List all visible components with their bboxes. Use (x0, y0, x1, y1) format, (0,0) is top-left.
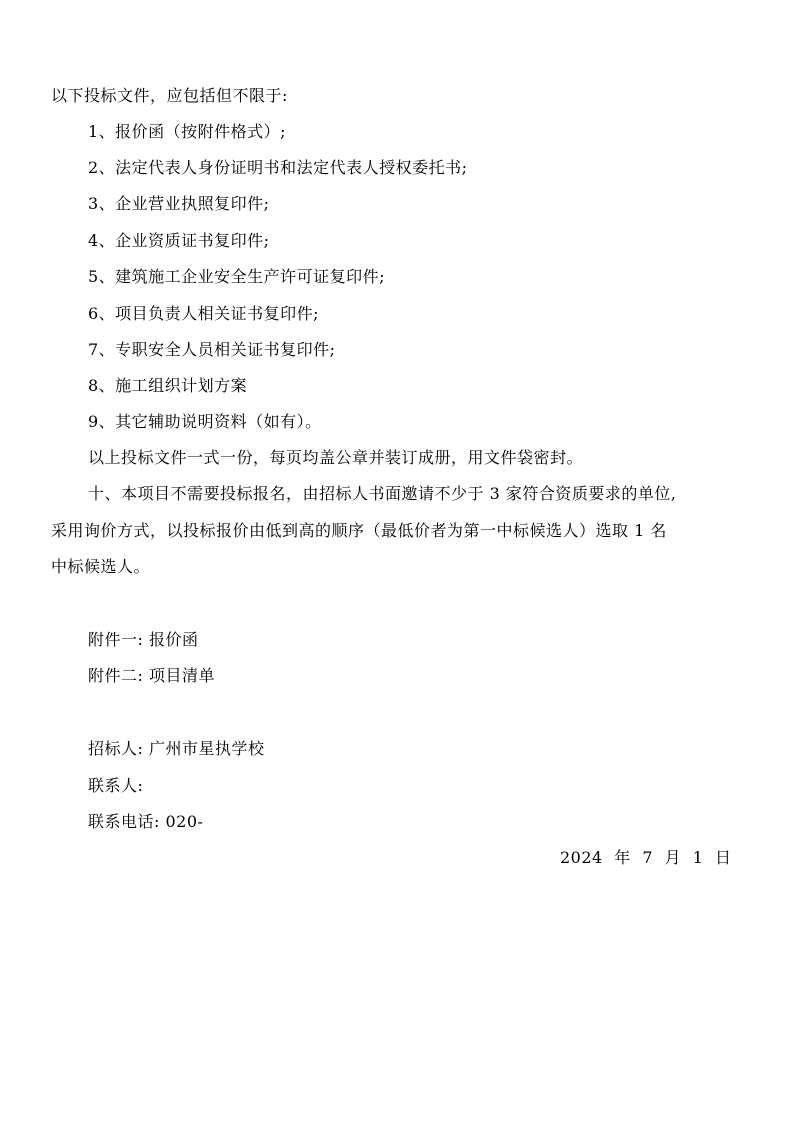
list-item: 8、施工组织计划方案 (88, 376, 248, 395)
list-item: 5、建筑施工企业安全生产许可证复印件; (88, 267, 386, 286)
list-item: 9、其它辅助说明资料（如有）。 (88, 412, 322, 431)
contact-person: 联系人: (88, 776, 144, 795)
seal-note: 以上投标文件一式一份，每页均盖公章并装订成册，用文件袋密封。 (88, 448, 584, 467)
section-10-line-1: 十、本项目不需要投标报名，由招标人书面邀请不少于 3 家符合资质要求的单位, (88, 484, 677, 503)
list-item: 2、法定代表人身份证明书和法定代表人授权委托书; (88, 158, 468, 177)
contact-phone: 联系电话: 020- (88, 812, 204, 831)
list-item: 1、报价函（按附件格式）; (88, 122, 287, 141)
list-item: 6、项目负责人相关证书复印件; (88, 304, 320, 323)
list-item: 7、专职安全人员相关证书复印件; (88, 340, 336, 359)
list-item: 4、企业资质证书复印件; (88, 231, 270, 250)
intro-text: 以下投标文件，应包括但不限于: (51, 86, 288, 105)
attachment-1: 附件一: 报价函 (88, 630, 199, 649)
section-10-line-2: 采用询价方式，以投标报价由低到高的顺序（最低价者为第一中标候选人）选取 1 名 (51, 521, 667, 540)
tenderer: 招标人: 广州市星执学校 (88, 739, 265, 758)
attachment-2: 附件二: 项目清单 (88, 666, 215, 685)
list-item: 3、企业营业执照复印件; (88, 194, 270, 213)
section-10-line-3: 中标候选人。 (51, 557, 151, 576)
document-date: 2024 年 7 月 1 日 (560, 848, 732, 867)
